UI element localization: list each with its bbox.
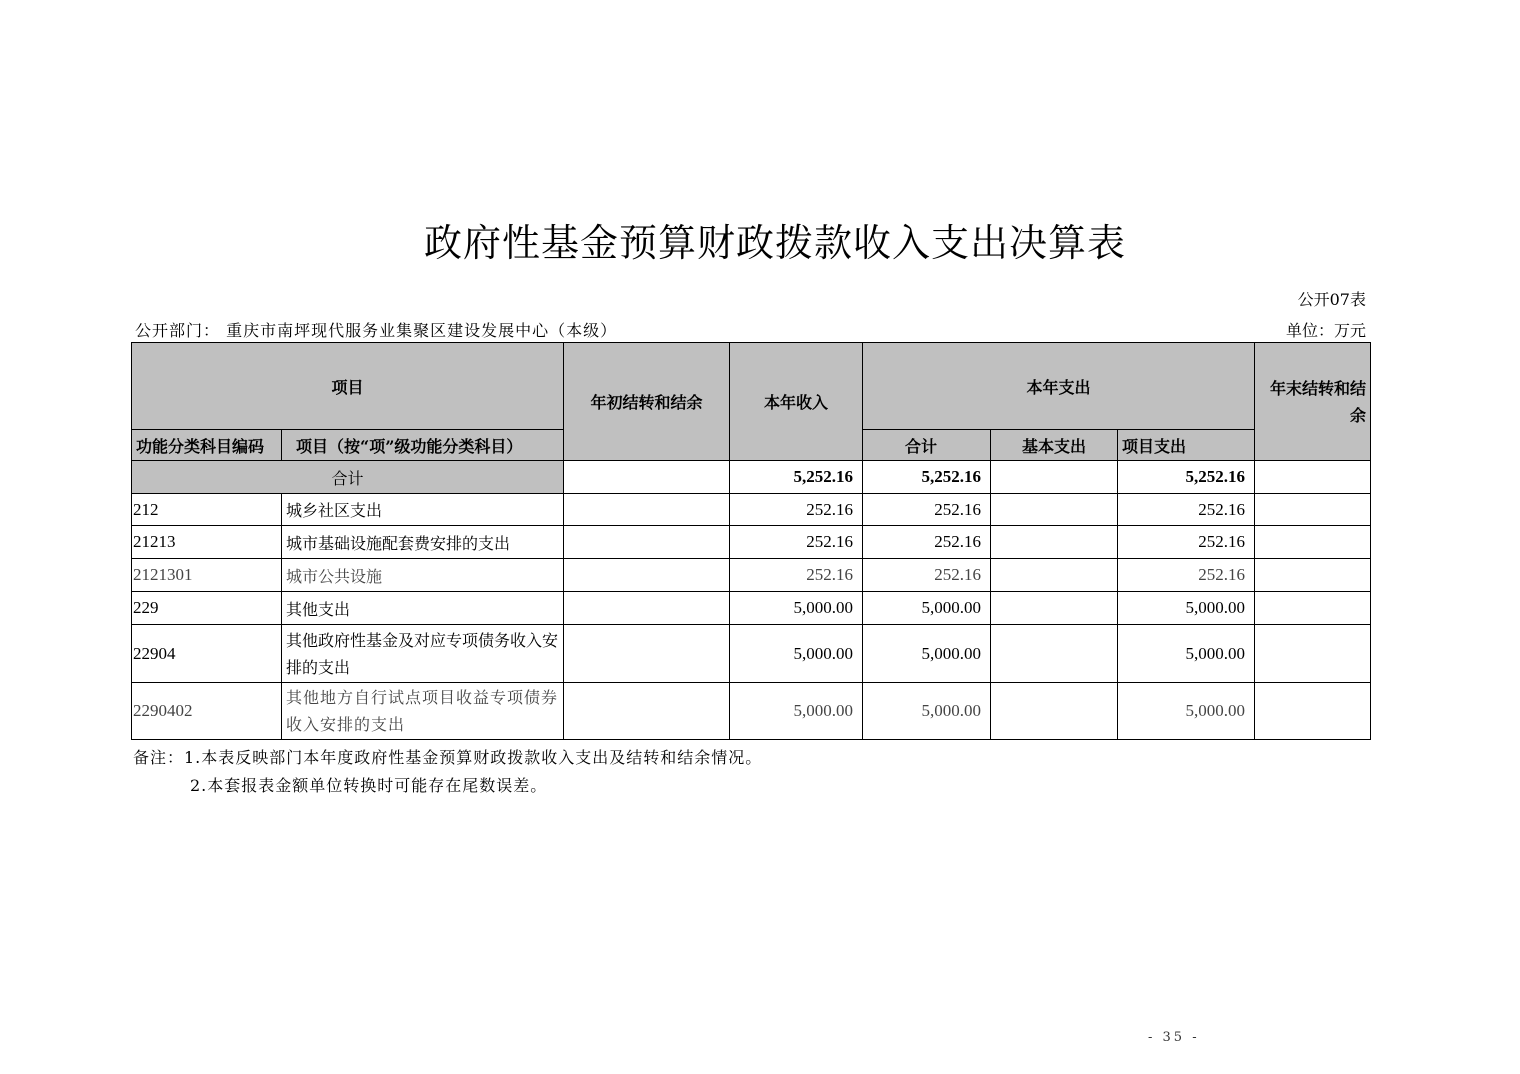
department-label: 公开部门： bbox=[135, 321, 221, 340]
cell-expense-total: 252.16 bbox=[863, 494, 991, 526]
cell-income: 5,000.00 bbox=[730, 592, 863, 625]
header-opening-balance: 年初结转和结余 bbox=[564, 343, 730, 461]
cell-opening bbox=[564, 559, 730, 592]
table-row bbox=[132, 494, 1371, 526]
cell-project-expense: 5,000.00 bbox=[1118, 683, 1255, 740]
header-basic-expense: 基本支出 bbox=[991, 430, 1118, 461]
cell-ending bbox=[1255, 592, 1371, 625]
cell-basic bbox=[991, 461, 1118, 494]
cell-ending bbox=[1255, 526, 1371, 559]
header-income: 本年收入 bbox=[730, 343, 863, 461]
unit-label: 单位：万元 bbox=[1285, 321, 1366, 340]
table-row bbox=[132, 625, 1371, 683]
header-ending-balance: 年末结转和结余 bbox=[1255, 343, 1371, 461]
cell-basic bbox=[991, 592, 1118, 625]
department-line bbox=[135, 318, 617, 341]
cell-project-expense: 252.16 bbox=[1118, 526, 1255, 559]
table-row bbox=[132, 683, 1371, 740]
cell-opening bbox=[564, 494, 730, 526]
page-title: 政府性基金预算财政拨款收入支出决算表 bbox=[423, 221, 1126, 265]
cell-ending bbox=[1255, 494, 1371, 526]
cell-code: 212 bbox=[132, 494, 282, 526]
header-project: 项目 bbox=[132, 343, 564, 430]
note-line-2: 2.本套报表金额单位转换时可能存在尾数误差。 bbox=[190, 776, 548, 795]
cell-expense-total: 5,000.00 bbox=[863, 592, 991, 625]
cell-opening bbox=[564, 625, 730, 683]
header-project-expense: 项目支出 bbox=[1118, 430, 1255, 461]
cell-income: 5,000.00 bbox=[730, 683, 863, 740]
cell-project-expense: 252.16 bbox=[1118, 559, 1255, 592]
cell-opening bbox=[564, 592, 730, 625]
cell-code: 229 bbox=[132, 592, 282, 625]
cell-opening bbox=[564, 526, 730, 559]
cell-expense-total: 5,000.00 bbox=[863, 683, 991, 740]
cell-income: 252.16 bbox=[730, 559, 863, 592]
header-expense-total: 合计 bbox=[863, 430, 991, 461]
cell-project-expense: 5,000.00 bbox=[1118, 625, 1255, 683]
cell-income: 252.16 bbox=[730, 526, 863, 559]
cell-ending bbox=[1255, 683, 1371, 740]
notes bbox=[133, 744, 762, 800]
header-expense: 本年支出 bbox=[863, 343, 1255, 430]
cell-name: 其他支出 bbox=[282, 592, 564, 625]
cell-name: 城市公共设施 bbox=[282, 559, 564, 592]
page-number: - 35 - bbox=[1148, 1030, 1200, 1045]
cell-project-expense: 5,252.16 bbox=[1118, 461, 1255, 494]
table-row bbox=[132, 592, 1371, 625]
table-row bbox=[132, 526, 1371, 559]
cell-income: 252.16 bbox=[730, 494, 863, 526]
budget-table bbox=[131, 342, 1371, 740]
cell-income: 5,252.16 bbox=[730, 461, 863, 494]
table-number: 公开07表 bbox=[1297, 290, 1366, 309]
cell-project-expense: 5,000.00 bbox=[1118, 592, 1255, 625]
note-line-1: 备注：1.本表反映部门本年度政府性基金预算财政拨款收入支出及结转和结余情况。 bbox=[133, 748, 763, 767]
table-row-total bbox=[132, 461, 1371, 494]
table-row bbox=[132, 559, 1371, 592]
cell-code: 2121301 bbox=[132, 559, 282, 592]
cell-basic bbox=[991, 625, 1118, 683]
cell-name: 城乡社区支出 bbox=[282, 494, 564, 526]
cell-basic bbox=[991, 559, 1118, 592]
cell-project-expense: 252.16 bbox=[1118, 494, 1255, 526]
cell-opening bbox=[564, 683, 730, 740]
cell-name: 城市基础设施配套费安排的支出 bbox=[282, 526, 564, 559]
total-label: 合计 bbox=[132, 461, 564, 494]
header-item: 项目（按“项”级功能分类科目） bbox=[282, 430, 564, 461]
cell-expense-total: 5,000.00 bbox=[863, 625, 991, 683]
cell-expense-total: 252.16 bbox=[863, 559, 991, 592]
cell-code: 22904 bbox=[132, 625, 282, 683]
cell-basic bbox=[991, 526, 1118, 559]
cell-basic bbox=[991, 494, 1118, 526]
cell-expense-total: 252.16 bbox=[863, 526, 991, 559]
cell-income: 5,000.00 bbox=[730, 625, 863, 683]
cell-code: 21213 bbox=[132, 526, 282, 559]
department-name: 重庆市南坪现代服务业集聚区建设发展中心（本级） bbox=[226, 321, 618, 340]
header-code: 功能分类科目编码 bbox=[132, 430, 282, 461]
cell-name: 其他政府性基金及对应专项债务收入安排的支出 bbox=[282, 625, 564, 683]
cell-basic bbox=[991, 683, 1118, 740]
cell-code: 2290402 bbox=[132, 683, 282, 740]
cell-opening bbox=[564, 461, 730, 494]
cell-expense-total: 5,252.16 bbox=[863, 461, 991, 494]
cell-ending bbox=[1255, 625, 1371, 683]
cell-name: 其他地方自行试点项目收益专项债券收入安排的支出 bbox=[282, 683, 564, 740]
cell-ending bbox=[1255, 461, 1371, 494]
cell-ending bbox=[1255, 559, 1371, 592]
